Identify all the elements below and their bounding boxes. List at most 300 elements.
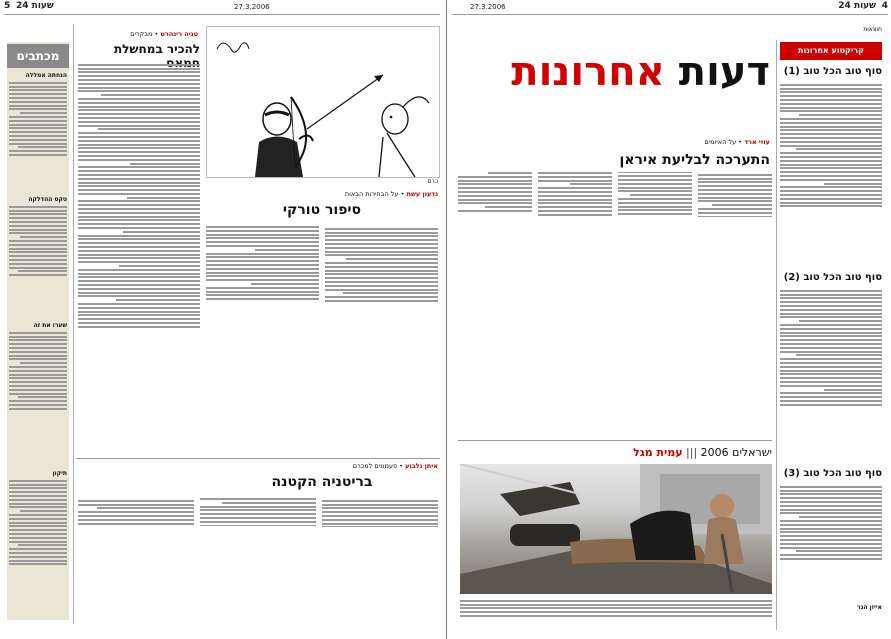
text-line bbox=[101, 94, 200, 96]
text-line bbox=[346, 258, 438, 260]
text-line bbox=[780, 301, 882, 303]
text-line bbox=[9, 355, 67, 357]
text-line bbox=[460, 611, 772, 613]
text-line bbox=[9, 377, 67, 379]
political-cartoon bbox=[206, 26, 440, 178]
text-line bbox=[206, 294, 319, 296]
text-line bbox=[78, 250, 200, 252]
text-line bbox=[618, 179, 692, 181]
text-line bbox=[780, 190, 882, 192]
text-line bbox=[9, 255, 67, 257]
text-line bbox=[538, 199, 612, 201]
header-rule-left bbox=[4, 14, 440, 15]
text-line bbox=[780, 343, 882, 345]
text-line bbox=[78, 75, 200, 77]
text-line bbox=[78, 117, 200, 119]
text-line bbox=[325, 235, 438, 237]
text-line bbox=[780, 324, 882, 326]
text-line bbox=[200, 513, 316, 515]
text-line bbox=[9, 336, 67, 338]
text-line bbox=[206, 234, 319, 236]
left-header-date: 27.3.2006 bbox=[234, 3, 270, 11]
text-line bbox=[538, 172, 612, 174]
text-line bbox=[458, 180, 532, 182]
text-line bbox=[78, 106, 200, 108]
text-line bbox=[206, 230, 319, 232]
text-line bbox=[780, 347, 882, 349]
text-line bbox=[78, 178, 200, 180]
text-line bbox=[780, 370, 882, 372]
text-line bbox=[698, 200, 772, 202]
text-line bbox=[325, 232, 438, 234]
text-line bbox=[780, 497, 882, 499]
text-line bbox=[780, 493, 882, 495]
text-line bbox=[9, 154, 67, 156]
text-line bbox=[78, 83, 200, 85]
text-line bbox=[780, 554, 882, 556]
text-line bbox=[78, 166, 200, 168]
text-line bbox=[458, 195, 532, 197]
text-line bbox=[78, 182, 200, 184]
text-line bbox=[78, 151, 200, 153]
text-line bbox=[9, 244, 67, 246]
letter-body-4 bbox=[9, 478, 67, 608]
text-line bbox=[9, 480, 67, 482]
text-line bbox=[9, 495, 67, 497]
column-bottom-body bbox=[78, 498, 438, 624]
text-line bbox=[206, 279, 319, 281]
text-line bbox=[78, 87, 200, 89]
text-line bbox=[618, 175, 692, 177]
text-line bbox=[200, 506, 316, 508]
text-line bbox=[78, 159, 200, 161]
text-line bbox=[618, 209, 692, 211]
text-line bbox=[780, 175, 882, 177]
text-line bbox=[9, 135, 67, 137]
text-line bbox=[9, 541, 67, 543]
text-line bbox=[9, 131, 67, 133]
text-line bbox=[78, 212, 200, 214]
text-line bbox=[325, 296, 438, 298]
text-line bbox=[780, 294, 882, 296]
sidebar-body-1 bbox=[780, 82, 882, 268]
opinion-masthead bbox=[470, 46, 770, 98]
column-middle-author: גדעון עשת bbox=[406, 190, 438, 198]
text-line bbox=[78, 219, 200, 221]
text-line bbox=[712, 204, 772, 206]
text-line bbox=[618, 213, 692, 215]
text-line bbox=[325, 270, 438, 272]
text-line bbox=[780, 385, 882, 387]
text-line bbox=[9, 347, 67, 349]
text-line bbox=[618, 190, 692, 192]
column-bottom-author: איתן גלבוע bbox=[405, 462, 438, 470]
text-line bbox=[9, 404, 67, 406]
text-line bbox=[618, 206, 692, 208]
text-line bbox=[322, 523, 438, 525]
text-line bbox=[780, 332, 882, 334]
text-line bbox=[9, 108, 67, 110]
text-line bbox=[18, 544, 67, 546]
text-line bbox=[20, 362, 67, 364]
text-line bbox=[9, 503, 67, 505]
text-line bbox=[9, 206, 67, 208]
text-line bbox=[780, 152, 882, 154]
text-line bbox=[78, 109, 200, 111]
text-line bbox=[78, 223, 200, 225]
text-line bbox=[78, 125, 200, 127]
text-line bbox=[200, 521, 316, 523]
text-line bbox=[206, 253, 319, 255]
text-line bbox=[78, 322, 200, 324]
sidebar-footer: אייזן הגר bbox=[857, 604, 882, 611]
text-line bbox=[20, 112, 67, 114]
text-line bbox=[325, 300, 438, 302]
text-line bbox=[780, 509, 882, 511]
text-line bbox=[325, 285, 438, 287]
text-line bbox=[458, 187, 532, 189]
sidebar-headline-2: סוף טוב הכל טוב (2) bbox=[783, 272, 882, 283]
lead-kicker: על האיומים bbox=[704, 138, 737, 146]
text-line bbox=[9, 232, 67, 234]
text-line bbox=[78, 292, 200, 294]
text-line bbox=[206, 298, 319, 300]
photo-feature-photographer: עמית מגל bbox=[633, 446, 683, 459]
text-line bbox=[9, 229, 67, 231]
sidebar-body-2 bbox=[780, 288, 882, 466]
text-line bbox=[780, 164, 882, 166]
text-line bbox=[78, 185, 200, 187]
right-page-header bbox=[450, 0, 888, 14]
text-line bbox=[485, 206, 532, 208]
text-line bbox=[97, 507, 194, 509]
text-line bbox=[799, 320, 882, 322]
text-line bbox=[9, 248, 67, 250]
text-line bbox=[222, 502, 316, 504]
text-line bbox=[780, 171, 882, 173]
text-line bbox=[9, 143, 67, 145]
text-line bbox=[538, 187, 612, 189]
text-line bbox=[824, 389, 882, 391]
column-middle-kicker: על הבחירות הבאות bbox=[344, 190, 399, 198]
photo-caption bbox=[460, 598, 772, 628]
text-line bbox=[9, 374, 67, 376]
text-line bbox=[698, 208, 772, 210]
text-line bbox=[780, 366, 882, 368]
text-line bbox=[780, 358, 882, 360]
text-line bbox=[325, 277, 438, 279]
text-line bbox=[780, 179, 882, 181]
text-line bbox=[78, 64, 200, 66]
text-line bbox=[780, 133, 882, 135]
text-line bbox=[9, 537, 67, 539]
text-line bbox=[630, 194, 692, 196]
text-line bbox=[78, 311, 200, 313]
text-line bbox=[698, 193, 772, 195]
letter-headline-1: הנחתה אמללה bbox=[25, 72, 67, 79]
text-line bbox=[698, 189, 772, 191]
text-line bbox=[78, 284, 200, 286]
text-line bbox=[780, 381, 882, 383]
text-line bbox=[78, 500, 194, 502]
text-line bbox=[325, 273, 438, 275]
text-line bbox=[9, 217, 67, 219]
text-line bbox=[130, 163, 200, 165]
text-line bbox=[9, 101, 67, 103]
text-line bbox=[9, 518, 67, 520]
text-line bbox=[698, 197, 772, 199]
text-line bbox=[9, 86, 67, 88]
text-line bbox=[780, 160, 882, 162]
text-line bbox=[9, 251, 67, 253]
text-line bbox=[780, 520, 882, 522]
text-line bbox=[9, 525, 67, 527]
text-line bbox=[780, 103, 882, 105]
text-line bbox=[78, 136, 200, 138]
text-line bbox=[780, 328, 882, 330]
text-line bbox=[698, 212, 772, 214]
letter-body-3 bbox=[9, 330, 67, 450]
photo-feature-heading bbox=[458, 444, 772, 462]
text-line bbox=[9, 267, 67, 269]
text-line bbox=[322, 507, 438, 509]
text-line bbox=[9, 563, 67, 565]
text-line bbox=[538, 202, 612, 204]
letters-sidebar-title: מכתבים bbox=[7, 44, 69, 68]
text-line bbox=[780, 316, 882, 318]
text-line bbox=[458, 191, 532, 193]
text-line bbox=[9, 105, 67, 107]
text-line bbox=[796, 148, 882, 150]
text-line bbox=[9, 259, 67, 261]
text-line bbox=[78, 79, 200, 81]
text-line bbox=[780, 141, 882, 143]
text-line bbox=[325, 239, 438, 241]
text-line bbox=[796, 550, 882, 552]
text-line bbox=[780, 118, 882, 120]
text-line bbox=[325, 266, 438, 268]
text-line bbox=[780, 297, 882, 299]
column-top-kicker: מבקרים bbox=[130, 30, 153, 38]
text-line bbox=[200, 517, 316, 519]
text-line bbox=[325, 251, 438, 253]
text-line bbox=[9, 93, 67, 95]
text-line bbox=[78, 132, 200, 134]
text-line bbox=[9, 97, 67, 99]
cartoon-caption: כרם bbox=[427, 178, 438, 185]
text-line bbox=[206, 272, 319, 274]
photo-feature-rule bbox=[458, 440, 772, 441]
masthead-part1: דעות bbox=[678, 49, 770, 95]
header-rule-right bbox=[452, 14, 888, 15]
text-line bbox=[322, 515, 438, 517]
text-line bbox=[78, 227, 200, 229]
text-line bbox=[9, 116, 67, 118]
text-line bbox=[206, 241, 319, 243]
text-line bbox=[780, 373, 882, 375]
masthead-part2: אחרונות bbox=[511, 49, 665, 95]
sidebar-headline-1: סוף טוב הכל טוב (1) bbox=[783, 66, 882, 77]
text-line bbox=[9, 533, 67, 535]
text-line bbox=[780, 202, 882, 204]
right-page-number: 4 bbox=[881, 1, 888, 11]
text-line bbox=[78, 307, 200, 309]
text-line bbox=[9, 343, 67, 345]
text-line bbox=[343, 292, 438, 294]
text-line bbox=[9, 358, 67, 360]
text-line bbox=[9, 366, 67, 368]
column-top-body bbox=[78, 62, 200, 454]
text-line bbox=[9, 150, 67, 152]
text-line bbox=[780, 145, 882, 147]
text-line bbox=[78, 193, 200, 195]
text-line bbox=[780, 392, 882, 394]
text-line bbox=[9, 491, 67, 493]
text-line bbox=[460, 615, 772, 617]
text-line bbox=[251, 283, 319, 285]
text-line bbox=[780, 156, 882, 158]
text-line bbox=[206, 268, 319, 270]
text-line bbox=[9, 522, 67, 524]
sidebar-rule bbox=[776, 40, 777, 630]
text-line bbox=[698, 174, 772, 176]
text-line bbox=[98, 128, 200, 130]
bottom-section-rule bbox=[76, 458, 440, 459]
column-bottom-byline: איתן גלבוע • פעמונים למכרם bbox=[352, 462, 438, 470]
text-line bbox=[200, 509, 316, 511]
lead-body bbox=[458, 172, 772, 434]
text-line bbox=[9, 210, 67, 212]
text-line bbox=[780, 137, 882, 139]
column-top-byline: טניה רינהרט • מבקרים bbox=[130, 30, 198, 38]
text-line bbox=[78, 68, 200, 70]
text-line bbox=[255, 249, 319, 251]
text-line bbox=[780, 122, 882, 124]
text-line bbox=[9, 381, 67, 383]
text-line bbox=[206, 237, 319, 239]
text-line bbox=[206, 256, 319, 258]
col-rule bbox=[73, 24, 74, 624]
text-line bbox=[78, 273, 200, 275]
text-line bbox=[618, 183, 692, 185]
text-line bbox=[9, 120, 67, 122]
text-line bbox=[78, 269, 200, 271]
text-line bbox=[9, 529, 67, 531]
text-line bbox=[458, 210, 532, 212]
text-line bbox=[9, 225, 67, 227]
column-top-author: טניה רינהרט bbox=[160, 30, 198, 38]
sidebar-body-3 bbox=[780, 484, 882, 596]
text-line bbox=[78, 318, 200, 320]
text-line bbox=[325, 281, 438, 283]
text-line bbox=[9, 408, 67, 410]
text-line bbox=[127, 197, 200, 199]
text-line bbox=[78, 276, 200, 278]
text-line bbox=[538, 214, 612, 216]
text-line bbox=[78, 326, 200, 328]
text-line bbox=[796, 354, 882, 356]
text-line bbox=[78, 113, 200, 115]
left-page-header bbox=[4, 0, 442, 14]
text-line bbox=[78, 174, 200, 176]
text-line bbox=[458, 183, 532, 185]
column-top-title: להכיר במחשלת bbox=[113, 42, 200, 56]
text-line bbox=[78, 523, 194, 525]
text-line bbox=[78, 170, 200, 172]
text-line bbox=[9, 389, 67, 391]
text-line bbox=[460, 607, 772, 609]
text-line bbox=[780, 501, 882, 503]
text-line bbox=[322, 519, 438, 521]
sidebar-headline-3: סוף טוב הכל טוב (3) bbox=[783, 468, 882, 479]
text-line bbox=[9, 274, 67, 276]
text-line bbox=[206, 291, 319, 293]
text-line bbox=[78, 261, 200, 263]
lead-title: התערכה לבליעת איראן bbox=[619, 152, 770, 168]
text-line bbox=[780, 88, 882, 90]
text-line bbox=[780, 107, 882, 109]
text-line bbox=[206, 264, 319, 266]
text-line bbox=[20, 510, 67, 512]
text-line bbox=[206, 275, 319, 277]
text-line bbox=[9, 351, 67, 353]
left-page-number: 5 bbox=[4, 1, 11, 11]
text-line bbox=[78, 147, 200, 149]
text-line bbox=[78, 208, 200, 210]
text-line bbox=[78, 71, 200, 73]
column-middle-body bbox=[206, 226, 438, 454]
text-line bbox=[206, 245, 319, 247]
text-line bbox=[780, 362, 882, 364]
text-line bbox=[9, 82, 67, 84]
right-header-date: 27.3.2006 bbox=[470, 3, 506, 11]
text-line bbox=[78, 235, 200, 237]
text-line bbox=[78, 314, 200, 316]
text-line bbox=[9, 139, 67, 141]
text-line bbox=[9, 332, 67, 334]
text-line bbox=[780, 335, 882, 337]
letter-headline-2: טקס ההדלקה bbox=[28, 196, 67, 203]
text-line bbox=[9, 499, 67, 501]
text-line bbox=[9, 263, 67, 265]
lead-author: עוזי ארד bbox=[744, 138, 770, 146]
text-line bbox=[78, 140, 200, 142]
sidebar-title: קריקטוע אחרונות bbox=[780, 42, 882, 60]
page-gutter bbox=[446, 0, 447, 639]
text-line bbox=[780, 194, 882, 196]
text-line bbox=[78, 155, 200, 157]
text-line bbox=[570, 183, 612, 185]
text-line bbox=[538, 176, 612, 178]
photo-feature-title: ישראלים 2006 bbox=[700, 446, 772, 459]
text-line bbox=[799, 516, 882, 518]
text-line bbox=[9, 548, 67, 550]
text-line bbox=[780, 490, 882, 492]
text-line bbox=[460, 604, 772, 606]
text-line bbox=[206, 226, 319, 228]
text-line bbox=[78, 288, 200, 290]
text-line bbox=[325, 247, 438, 249]
text-line bbox=[9, 213, 67, 215]
text-line bbox=[780, 313, 882, 315]
text-line bbox=[78, 144, 200, 146]
text-line bbox=[9, 560, 67, 562]
text-line bbox=[78, 102, 200, 104]
text-line bbox=[206, 260, 319, 262]
right-section-label: 24 שעות bbox=[838, 1, 876, 11]
text-line bbox=[780, 524, 882, 526]
text-line bbox=[78, 254, 200, 256]
